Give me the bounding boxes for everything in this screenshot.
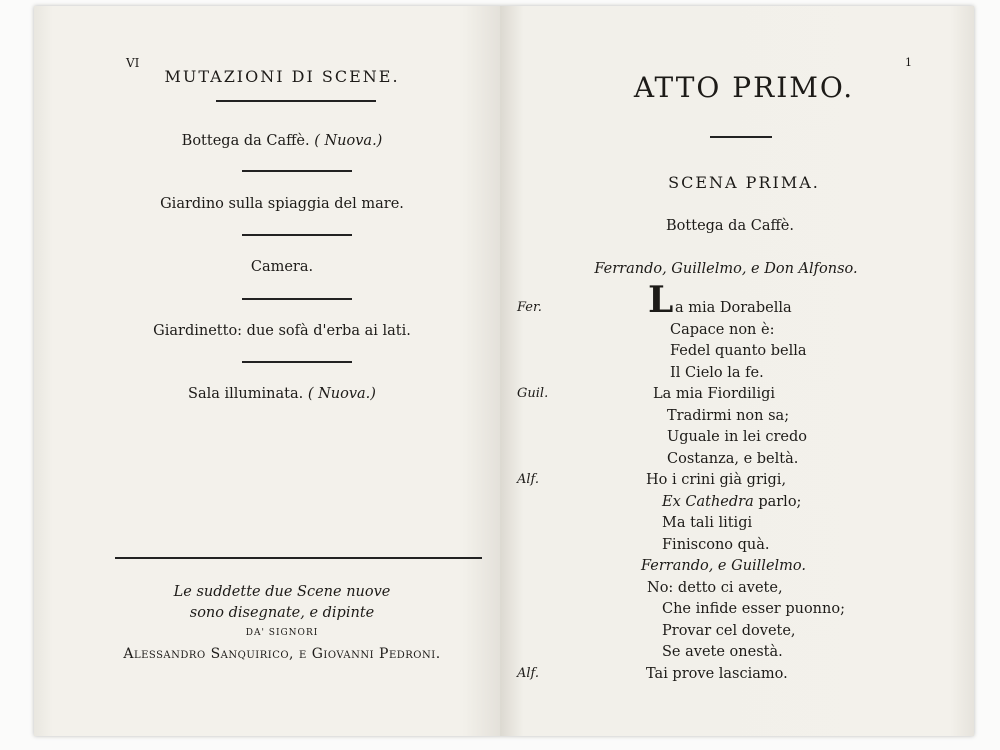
speaker-label: Alf. <box>517 472 540 487</box>
drop-cap: L <box>648 279 674 321</box>
page-number: 1 <box>905 56 912 69</box>
footer-line: Alessandro Sanquirico, e Giovanni Pedroni. <box>123 646 441 662</box>
scene-item: Giardinetto: due sofà d'erba ai lati. <box>153 323 411 339</box>
verse-line: Capace non è: <box>670 322 775 338</box>
footer-line: DA' SIGNORI <box>245 628 319 638</box>
scene-item: Giardino sulla spiaggia del mare. <box>160 196 404 212</box>
scene-title: SCENA PRIMA. <box>668 173 820 192</box>
divider <box>216 100 376 102</box>
characters: Ferrando, Guillelmo, e Don Alfonso. <box>594 261 858 277</box>
scene-item: Bottega da Caffè. ( Nuova.) <box>181 133 383 149</box>
verse-line: Ex Cathedra parlo; <box>662 494 802 510</box>
speaker-label: Alf. <box>517 666 540 681</box>
right-page <box>500 6 974 736</box>
verse-line: Tai prove lasciamo. <box>646 666 788 682</box>
verse-line: Tradirmi non sa; <box>667 408 790 424</box>
verse-line: a mia Dorabella <box>675 300 792 316</box>
verse-line: Se avete onestà. <box>662 644 783 660</box>
act-title: ATTO PRIMO. <box>633 71 855 104</box>
verse-line: Provar cel dovete, <box>662 623 796 639</box>
open-book <box>34 6 974 736</box>
verse-line: Costanza, e beltà. <box>667 451 799 467</box>
verse-line: Che infide esser puonno; <box>662 601 845 617</box>
verse-line: La mia Fiordiligi <box>653 386 775 402</box>
speaker-label: Guil. <box>517 386 549 401</box>
verse-line: Uguale in lei credo <box>667 429 808 445</box>
verse-line: Ma tali litigi <box>662 515 753 531</box>
verse-line: No: detto ci avete, <box>647 580 783 596</box>
verse-line: Ho i crini già grigi, <box>646 472 787 488</box>
verse-line: Fedel quanto bella <box>670 343 807 359</box>
footer-line: Le suddette due Scene nuove <box>173 584 391 600</box>
page-title: MUTAZIONI DI SCENE. <box>164 67 400 86</box>
divider <box>710 136 772 138</box>
page-number: VI <box>126 56 140 70</box>
left-page <box>34 6 500 736</box>
scene-item: Sala illuminata. ( Nuova.) <box>188 386 376 402</box>
divider <box>242 170 352 172</box>
speaker-label: Fer. <box>517 300 542 315</box>
verse-line: Il Cielo la fe. <box>670 365 764 381</box>
footer-divider <box>115 557 482 559</box>
scene-item: Camera. <box>250 259 314 275</box>
verse-line: Ferrando, e Guillelmo. <box>641 558 807 574</box>
verse-line: Finiscono quà. <box>662 537 770 553</box>
divider <box>242 361 352 363</box>
setting: Bottega da Caffè. <box>666 218 794 234</box>
divider <box>242 234 352 236</box>
divider <box>242 298 352 300</box>
footer-line: sono disegnate, e dipinte <box>189 605 375 621</box>
